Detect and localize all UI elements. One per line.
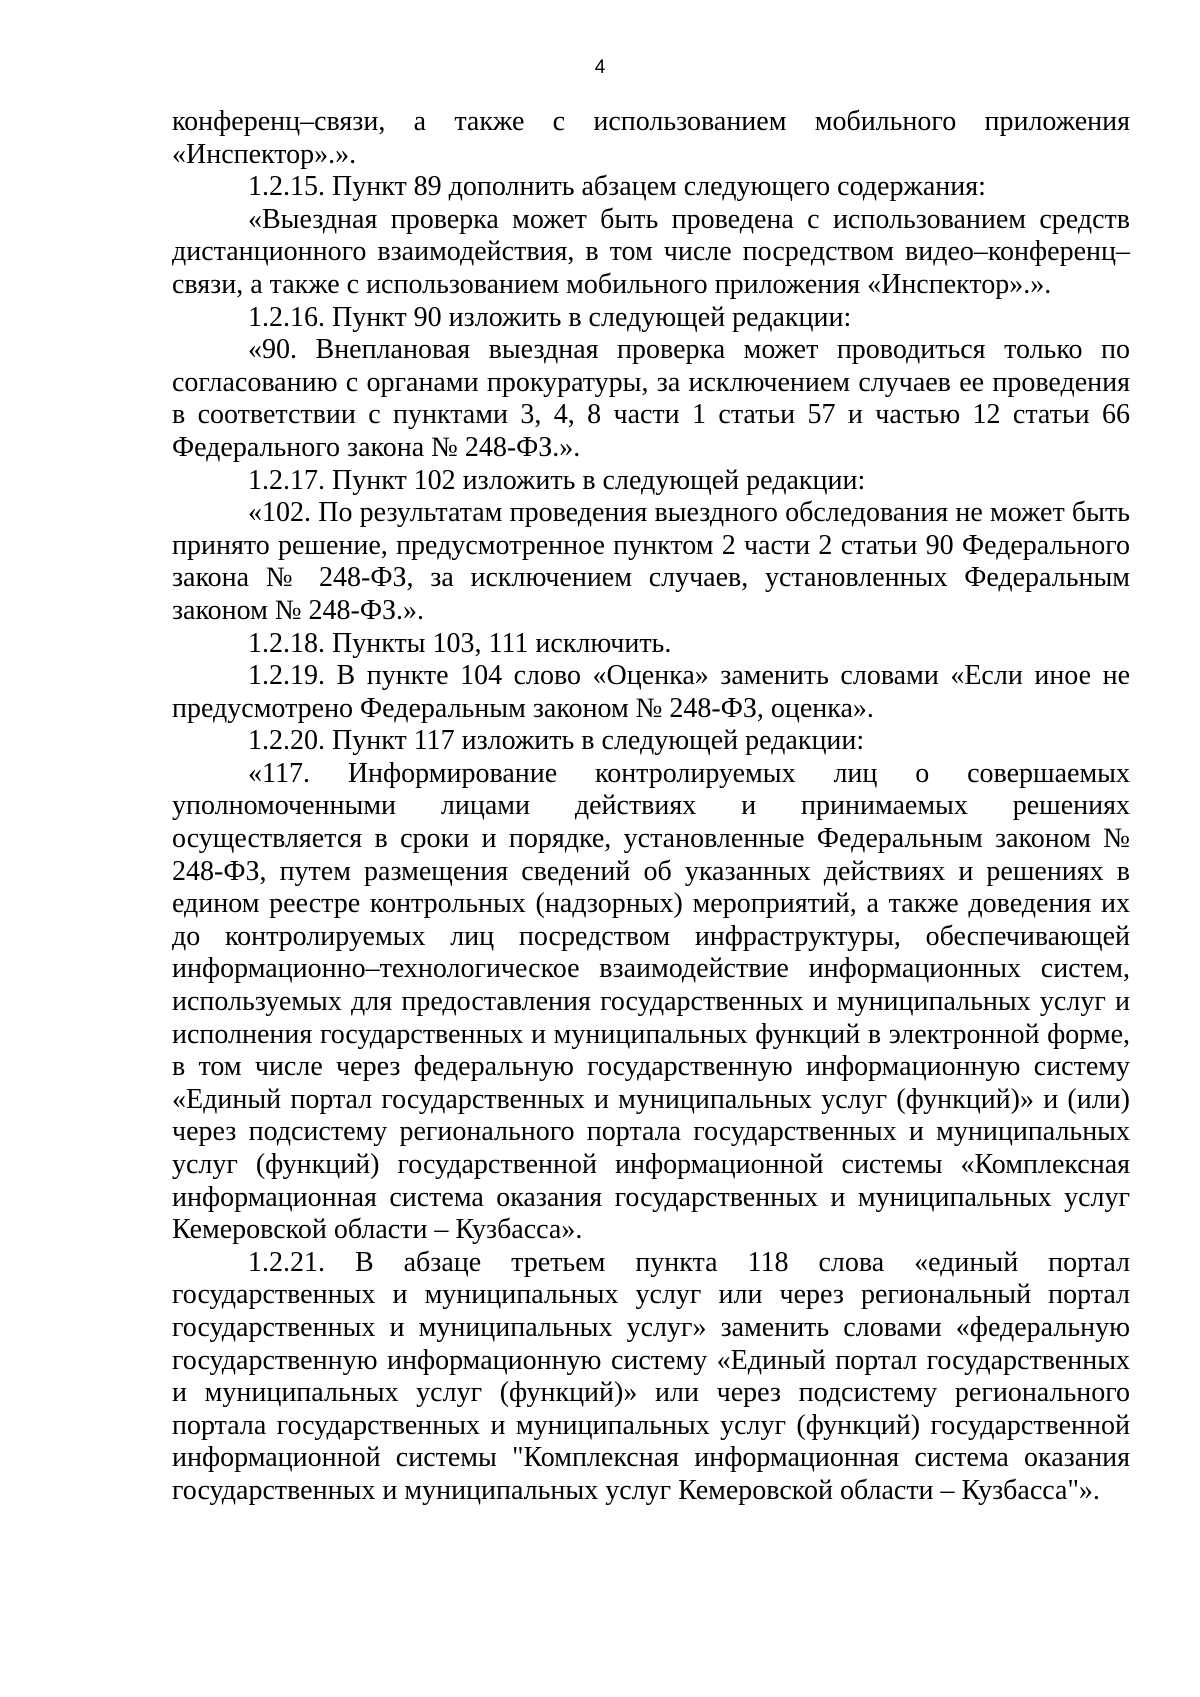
paragraph: 1.2.15. Пункт 89 дополнить абзацем следующего содержания: [248, 171, 986, 203]
document-body [172, 106, 1130, 1508]
paragraph: 1.2.16. Пункт 90 изложить в следующей редакции: [248, 301, 852, 333]
paragraph: 1.2.21. В абзаце третьем пункта 118 слова «единый портал государственных и муниципальных услуг или через региональный портал государственных и муниципальных услуг» заменить словами «федеральную государственную информационную систему «Единый портал государственных и муниципальных услуг (функций)» или через подсистему регионального портала государственных и муниципальных услуг (функций) государственной информационной системы "Комплексная информационная система оказания государственных и муниципальных услуг Кемеровской области – Кузбасса"». [172, 1246, 1130, 1506]
paragraph: «Выездная проверка может быть проведена с использованием средств дистанционного взаимодействия, в том числе посредством видео–конференц–связи, а также с использованием мобильного приложения «Инспектор».». [172, 203, 1130, 300]
paragraph: 1.2.19. В пункте 104 слово «Оценка» заменить словами «Если иное не предусмотрено Федеральным законом № 248-ФЗ, оценка». [172, 660, 1130, 724]
paragraph: 1.2.18. Пункты 103, 111 исключить. [248, 627, 672, 659]
paragraph: 1.2.20. Пункт 117 изложить в следующей редакции: [248, 725, 865, 757]
paragraph: конференц–связи, а также с использованием мобильного приложения «Инспектор».». [172, 106, 1130, 170]
paragraph: «102. По результатам проведения выездного обследования не может быть принято решение, предусмотренное пунктом 2 части 2 статьи 90 Федерального закона № 248-ФЗ, за исключением случаев, установленных Федеральным законом № 248-ФЗ.». [172, 497, 1130, 626]
paragraph: «117. Информирование контролируемых лиц о совершаемых уполномоченными лицами действиях и принимаемых решениях осуществляется в сроки и порядке, установленные Федеральным законом № 248-ФЗ, путем размещения сведений об указанных действиях и решениях в едином реестре контрольных (надзорных) мероприятий, а также доведения их до контролируемых лиц посредством инфраструктуры, обеспечивающей информационно–технологическое взаимодействие информационных систем, используемых для предоставления государственных и муниципальных услуг и исполнения государственных и муниципальных функций в электронной форме, в том числе через федеральную государственную информационную систему «Единый портал государственных и муниципальных услуг (функций)» и (или) через подсистему регионального портала государственных и муниципальных услуг (функций) государственной информационной системы «Комплексная информационная система оказания государственных и муниципальных услуг Кемеровской области – Кузбасса». [172, 757, 1130, 1246]
paragraph: «90. Внеплановая выездная проверка может проводиться только по согласованию с органами прокуратуры, за исключением случаев ее проведения в соответствии с пунктами 3, 4, 8 части 1 статьи 57 и частью 12 статьи 66 Федерального закона № 248-ФЗ.». [172, 334, 1130, 463]
paragraph: 1.2.17. Пункт 102 изложить в следующей редакции: [248, 464, 866, 496]
page-number: 4 [594, 57, 606, 78]
